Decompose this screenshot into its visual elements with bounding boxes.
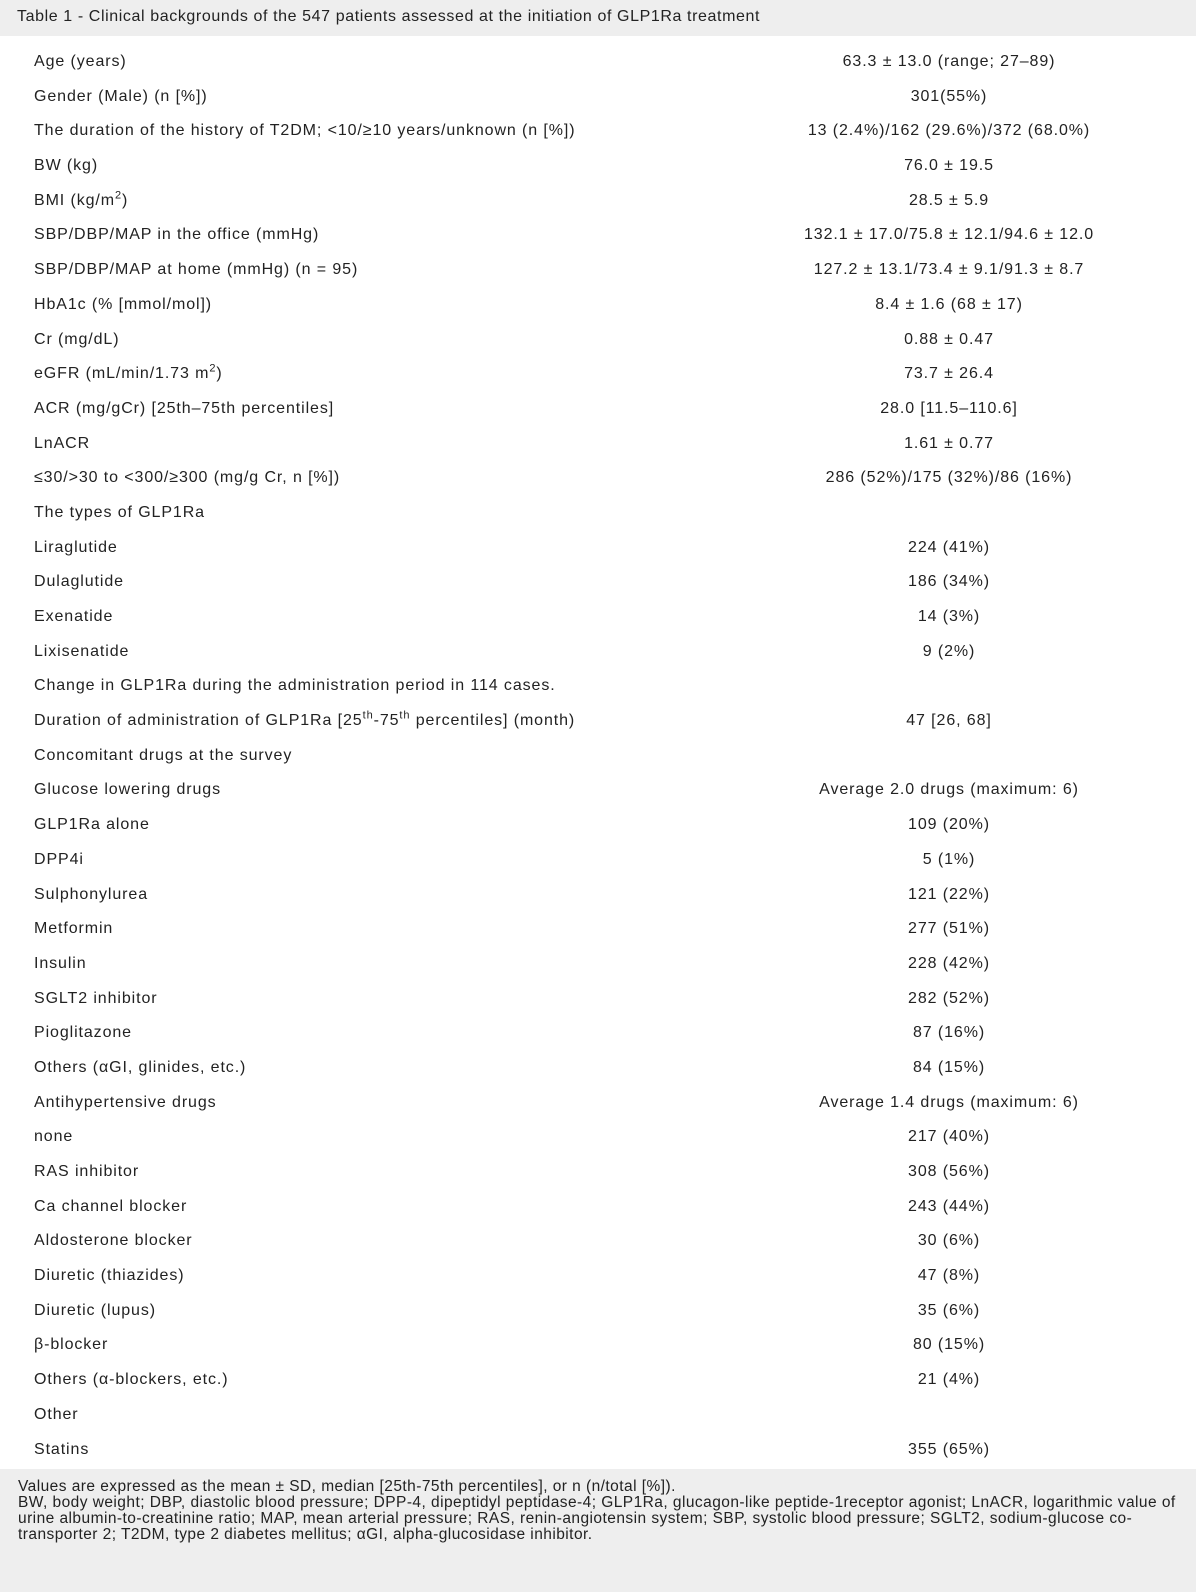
row-value: 47 (8%) xyxy=(917,1267,981,1285)
row-value: 28.0 [11.5–110.6] xyxy=(880,399,1018,417)
row-label: Statins xyxy=(34,1440,90,1458)
table-row xyxy=(0,81,1200,116)
row-label: Gender (Male) (n [%]) xyxy=(34,87,208,105)
table-row xyxy=(0,1434,1200,1469)
row-value: 282 (52%) xyxy=(908,989,990,1007)
table-row xyxy=(0,1225,1200,1260)
table-row xyxy=(0,150,1200,185)
row-label: SBP/DBP/MAP in the office (mmHg) xyxy=(34,226,320,244)
row-value: 30 (6%) xyxy=(917,1232,981,1250)
row-value: 286 (52%)/175 (32%)/86 (16%) xyxy=(825,469,1073,487)
row-label: Exenatide xyxy=(34,608,114,625)
row-value: 84 (15%) xyxy=(912,1058,986,1076)
table-row xyxy=(0,774,1200,809)
row-label: Change in GLP1Ra during the administration period in 114 cases. xyxy=(34,677,556,695)
row-value: 47 [26, 68] xyxy=(906,712,992,730)
footnote-text xyxy=(18,1479,1183,1543)
row-label: HbA1c (% [mmol/mol]) xyxy=(34,295,213,313)
row-label: ≤30/>30 to <300/≥300 (mg/g Cr, n [%]) xyxy=(34,469,341,487)
table-row xyxy=(0,289,1200,324)
row-value: 186 (34%) xyxy=(908,573,990,591)
row-label: Age (years) xyxy=(34,53,127,70)
row-value: Average 1.4 drugs (maximum: 6) xyxy=(819,1093,1079,1111)
row-label: Aldosterone blocker xyxy=(34,1232,193,1250)
row-label: Sulphonylurea xyxy=(34,885,148,903)
row-label: Cr (mg/dL) xyxy=(34,330,120,348)
row-value: 109 (20%) xyxy=(908,816,990,834)
row-value: Average 2.0 drugs (maximum: 6) xyxy=(819,781,1079,799)
row-value: 9 (2%) xyxy=(922,642,976,660)
table-row xyxy=(0,670,1200,705)
table-row xyxy=(0,809,1200,844)
row-label: The types of GLP1Ra xyxy=(34,503,205,521)
table-row xyxy=(0,1260,1200,1295)
table-row xyxy=(0,324,1200,359)
row-value: 224 (41%) xyxy=(908,538,990,556)
row-value: 277 (51%) xyxy=(908,920,990,938)
row-value: 14 (3%) xyxy=(917,608,981,625)
table-title: Table 1 - Clinical backgrounds of the 547 patients assessed at the initiation of GLP1Ra treatment xyxy=(17,8,761,25)
table-row xyxy=(0,636,1200,671)
table-row xyxy=(0,844,1200,879)
row-label: Insulin xyxy=(34,954,87,972)
table-row xyxy=(0,566,1200,601)
table-row xyxy=(0,1017,1200,1052)
row-label: Liraglutide xyxy=(34,538,118,556)
row-value: 127.2 ± 13.1/73.4 ± 9.1/91.3 ± 8.7 xyxy=(813,261,1085,279)
row-label: eGFR (mL/min/1.73 $m^2$) xyxy=(34,362,223,383)
table-row xyxy=(0,1364,1200,1399)
table-row xyxy=(0,1156,1200,1191)
table-row xyxy=(0,1087,1200,1122)
table-row xyxy=(0,601,1200,636)
table-row xyxy=(0,879,1200,914)
table-row xyxy=(0,1121,1200,1156)
row-label: Lixisenatide xyxy=(34,642,130,660)
footnote-line-1: Values are expressed as the mean ± SD, median [25th-75th percentiles], or n (n/total [%]). xyxy=(18,1478,676,1495)
row-value: 5 (1%) xyxy=(922,850,976,868)
row-label: ACR (mg/gCr) [25th–75th percentiles] xyxy=(34,399,335,417)
row-value: 243 (44%) xyxy=(908,1197,990,1215)
table-row xyxy=(0,358,1200,393)
table-row xyxy=(0,219,1200,254)
table-row xyxy=(0,1191,1200,1226)
row-value: 132.1 ± 17.0/75.8 ± 12.1/94.6 ± 12.0 xyxy=(803,226,1095,244)
table-row xyxy=(0,497,1200,532)
row-label: SBP/DBP/MAP at home (mmHg) (n = 95) xyxy=(34,261,359,279)
table-row xyxy=(0,185,1200,220)
table-row xyxy=(0,740,1200,775)
table-row xyxy=(0,115,1200,150)
row-label: Others (α-blockers, etc.) xyxy=(34,1371,229,1389)
table-row xyxy=(0,46,1200,81)
table-row xyxy=(0,913,1200,948)
table-row xyxy=(0,1295,1200,1330)
row-value: 1.61 ± 0.77 xyxy=(904,434,994,452)
table-row xyxy=(0,393,1200,428)
row-value: 228 (42%) xyxy=(908,954,990,972)
row-label: Ca channel blocker xyxy=(34,1197,188,1215)
row-label: Metformin xyxy=(34,920,114,938)
table-row xyxy=(0,705,1200,740)
row-value: 87 (16%) xyxy=(912,1024,986,1042)
row-value: 80 (15%) xyxy=(912,1336,986,1354)
footnote-line-2: BW, body weight; DBP, diastolic blood pressure; DPP-4, dipeptidyl peptidase-4; GLP1Ra, glucagon-like peptide-1receptor agonist; LnACR, logarithmic value of urine albumin-to-creatinine ratio; MAP, mean arterial pressure; RAS, renin-angiotensin system; SBP, systolic blood pressure; SGLT2, sodium-glucose co-transporter 2; T2DM, type 2 diabetes mellitus; αGI, alpha-glucosidase inhibitor. xyxy=(18,1494,1176,1543)
row-label: The duration of the history of T2DM; <10/≥10 years/unknown (n [%]) xyxy=(34,122,576,140)
row-label: LnACR xyxy=(34,434,91,452)
table-row xyxy=(0,1052,1200,1087)
row-label: GLP1Ra alone xyxy=(34,816,150,834)
row-value: 8.4 ± 1.6 (68 ± 17) xyxy=(875,295,1023,313)
row-label: Antihypertensive drugs xyxy=(34,1093,217,1111)
table-row xyxy=(0,254,1200,289)
row-value: 355 (65%) xyxy=(908,1440,990,1458)
row-label: RAS inhibitor xyxy=(34,1163,140,1180)
table-row xyxy=(0,532,1200,567)
table-row xyxy=(0,1399,1200,1434)
table-row xyxy=(0,983,1200,1018)
row-value: 217 (40%) xyxy=(908,1128,990,1146)
row-value: 28.5 ± 5.9 xyxy=(908,191,990,209)
row-label: Others (αGI, glinides, etc.) xyxy=(34,1058,247,1076)
row-label: Duration of administration of GLP1Ra [25th-75th percentiles] (month) xyxy=(34,709,576,730)
row-value: 301(55%) xyxy=(910,87,988,105)
row-label: Other xyxy=(34,1405,79,1423)
row-value: 73.7 ± 26.4 xyxy=(904,365,994,383)
row-value: 76.0 ± 19.5 xyxy=(904,157,994,175)
row-label: none xyxy=(34,1128,74,1146)
table-row xyxy=(0,948,1200,983)
row-label: DPP4i xyxy=(34,850,84,868)
row-label: β-blocker xyxy=(34,1336,109,1354)
row-value: 308 (56%) xyxy=(908,1163,990,1180)
row-label: Diuretic (lupus) xyxy=(34,1301,156,1319)
row-value: 63.3 ± 13.0 (range; 27–89) xyxy=(842,53,1056,70)
row-value: 121 (22%) xyxy=(908,885,990,903)
table-title-bar xyxy=(0,0,1196,36)
row-value: 21 (4%) xyxy=(917,1371,981,1389)
row-label: Dulaglutide xyxy=(34,573,124,591)
table-row xyxy=(0,428,1200,463)
row-label: Concomitant drugs at the survey xyxy=(34,746,293,764)
row-label: SGLT2 inhibitor xyxy=(34,989,158,1007)
table-row xyxy=(0,462,1200,497)
row-label: Glucose lowering drugs xyxy=(34,781,221,799)
table-row xyxy=(0,1329,1200,1364)
row-value: 35 (6%) xyxy=(917,1301,981,1319)
row-value: 0.88 ± 0.47 xyxy=(904,330,994,348)
row-label: Pioglitazone xyxy=(34,1024,132,1042)
row-label: BW (kg) xyxy=(34,157,99,175)
row-label: Diuretic (thiazides) xyxy=(34,1267,185,1285)
row-value: 13 (2.4%)/162 (29.6%)/372 (68.0%) xyxy=(807,122,1091,140)
row-label: BMI $(kg/m^2)$ xyxy=(34,189,129,209)
table-footnote xyxy=(0,1469,1196,1592)
table-body xyxy=(0,46,1200,1468)
